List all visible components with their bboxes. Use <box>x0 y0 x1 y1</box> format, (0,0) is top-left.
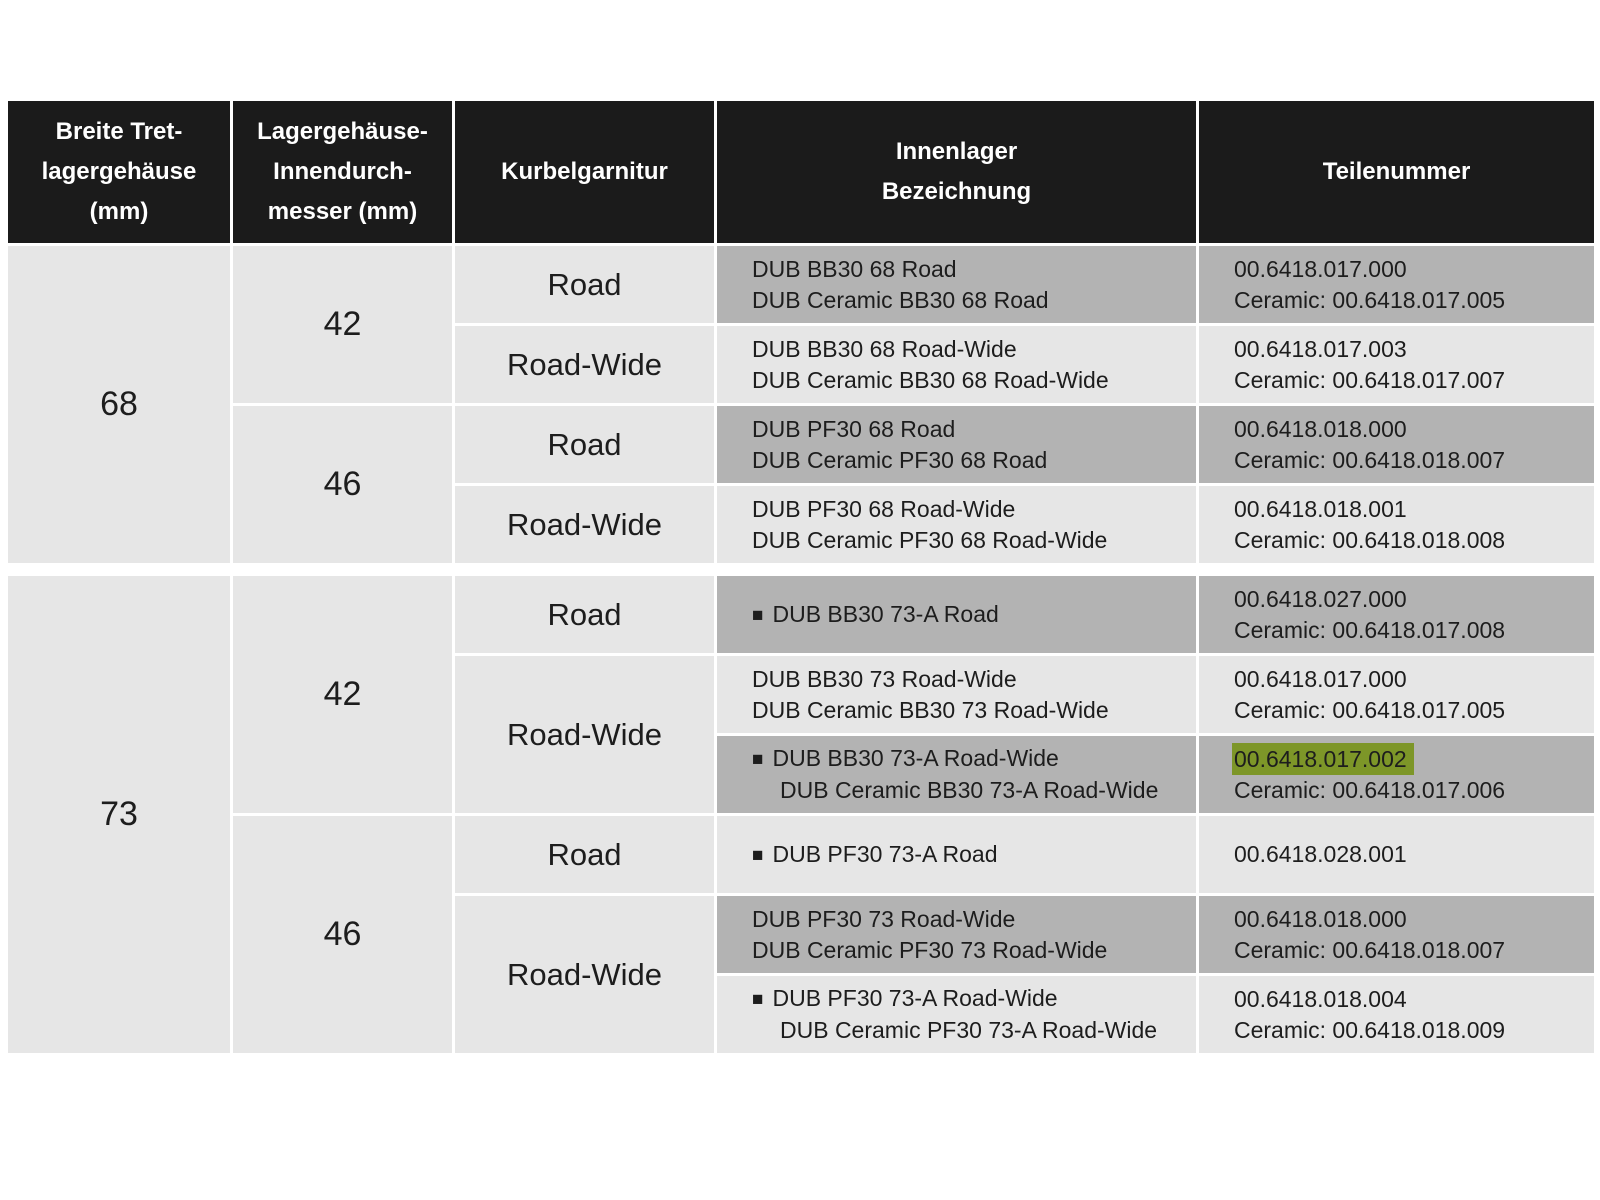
cell-crank-road: Road <box>454 245 716 325</box>
cell-teilenummer: 00.6418.017.003 Ceramic: 00.6418.017.007 <box>1198 325 1596 405</box>
cell-bezeichnung: DUB PF30 73 Road-Wide DUB Ceramic PF30 73 Road-Wide <box>716 895 1198 975</box>
cell-teilenummer: 00.6418.027.000 Ceramic: 00.6418.017.008 <box>1198 575 1596 655</box>
cell-teilenummer: 00.6418.028.001 <box>1198 815 1596 895</box>
cell-inner-dia-46: 46 <box>232 405 454 565</box>
square-marker: ■ <box>752 844 764 866</box>
cell-bezeichnung: DUB PF30 68 Road DUB Ceramic PF30 68 Road <box>716 405 1198 485</box>
cell-inner-dia-42: 42 <box>232 245 454 405</box>
cell-crank-road: Road <box>454 575 716 655</box>
square-marker: ■ <box>752 989 764 1010</box>
header-row <box>7 100 1596 245</box>
cell-teilenummer: 00.6418.018.000 Ceramic: 00.6418.018.007 <box>1198 895 1596 975</box>
header-kurbelgarnitur <box>454 100 716 245</box>
square-marker: ■ <box>752 749 764 770</box>
header-innenlager-bezeichnung <box>716 100 1198 245</box>
cell-teilenummer: 00.6418.017.002 Ceramic: 00.6418.017.006 <box>1198 735 1596 815</box>
table-row <box>7 575 1596 655</box>
header-lagergehaeuse-innendurchmesser <box>232 100 454 245</box>
header-breite-tretlagergehaeuse <box>7 100 232 245</box>
cell-bezeichnung: ■ DUB PF30 73-A Road <box>716 815 1198 895</box>
header-line: Breite Tret- <box>55 118 183 145</box>
cell-inner-dia-46: 46 <box>232 815 454 1055</box>
header-line: (mm) <box>89 198 149 225</box>
cell-bezeichnung: DUB PF30 68 Road-Wide DUB Ceramic PF30 68 Road-Wide <box>716 485 1198 565</box>
header-line: Teilenummer <box>1322 158 1471 185</box>
table-row <box>7 405 1596 485</box>
cell-crank-road-wide: Road-Wide <box>454 655 716 815</box>
section-separator <box>7 565 1596 575</box>
cell-bezeichnung: ■ DUB BB30 73-A Road <box>716 575 1198 655</box>
cell-teilenummer: 00.6418.018.004 Ceramic: 00.6418.018.009 <box>1198 975 1596 1055</box>
cell-teilenummer: 00.6418.017.000 Ceramic: 00.6418.017.005 <box>1198 655 1596 735</box>
header-teilenummer <box>1198 100 1596 245</box>
cell-bezeichnung: DUB BB30 73 Road-Wide DUB Ceramic BB30 73 Road-Wide <box>716 655 1198 735</box>
header-line: messer (mm) <box>267 198 418 225</box>
cell-teilenummer: 00.6418.018.001 Ceramic: 00.6418.018.008 <box>1198 485 1596 565</box>
cell-bezeichnung: DUB BB30 68 Road-Wide DUB Ceramic BB30 68 Road-Wide <box>716 325 1198 405</box>
square-marker: ■ <box>752 604 764 626</box>
cell-shell-width-73: 73 <box>7 575 232 1055</box>
header-line: Innendurch- <box>273 158 412 185</box>
cell-teilenummer: 00.6418.017.000 Ceramic: 00.6418.017.005 <box>1198 245 1596 325</box>
table-row <box>7 815 1596 895</box>
header-line: lagergehäuse <box>41 158 197 185</box>
cell-bezeichnung: DUB BB30 68 Road DUB Ceramic BB30 68 Road <box>716 245 1198 325</box>
cell-crank-road: Road <box>454 405 716 485</box>
table-row <box>7 245 1596 325</box>
cell-shell-width-68: 68 <box>7 245 232 565</box>
header-line: Bezeichnung <box>881 178 1032 205</box>
highlighted-part-number: 00.6418.017.002 <box>1232 743 1414 775</box>
header-line: Kurbelgarnitur <box>501 158 668 185</box>
cell-teilenummer: 00.6418.018.000 Ceramic: 00.6418.018.007 <box>1198 405 1596 485</box>
header-line: Innenlager <box>895 138 1018 165</box>
header-line: Lagergehäuse- <box>257 118 428 145</box>
cell-crank-road: Road <box>454 815 716 895</box>
cell-crank-road-wide: Road-Wide <box>454 325 716 405</box>
bottom-bracket-spec-table <box>5 98 1597 1056</box>
cell-inner-dia-42: 42 <box>232 575 454 815</box>
cell-crank-road-wide: Road-Wide <box>454 485 716 565</box>
cell-bezeichnung: ■ DUB BB30 73-A Road-Wide DUB Ceramic BB30 73-A Road-Wide <box>716 735 1198 815</box>
cell-bezeichnung: ■ DUB PF30 73-A Road-Wide DUB Ceramic PF30 73-A Road-Wide <box>716 975 1198 1055</box>
cell-crank-road-wide: Road-Wide <box>454 895 716 1055</box>
